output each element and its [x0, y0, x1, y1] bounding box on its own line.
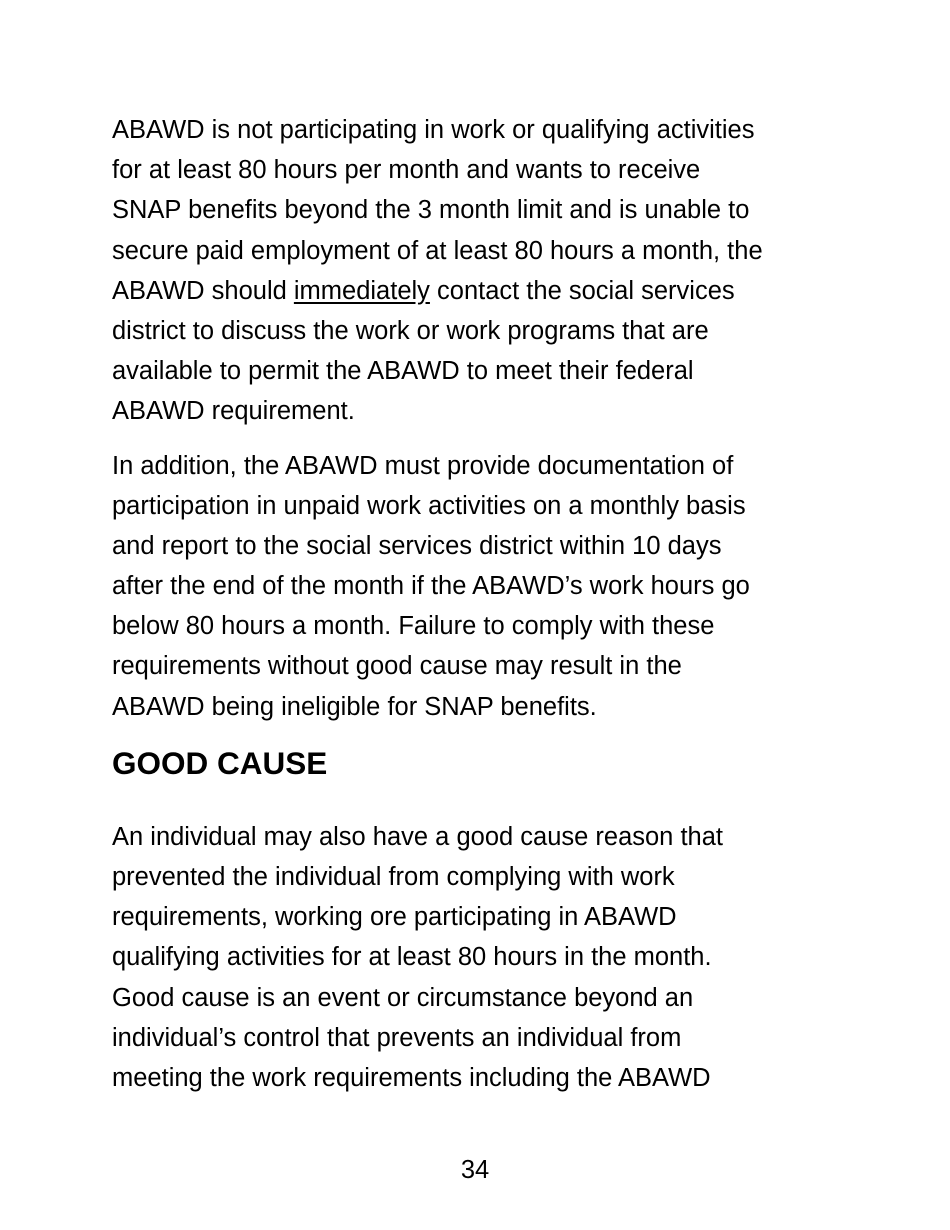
text-line: ABAWD is not participating in work or qualifying activities — [112, 116, 755, 144]
text-line: requirements without good cause may result in the — [112, 652, 682, 681]
text-line: An individual may also have a good cause reason that — [112, 822, 723, 851]
text-line: In addition, the ABAWD must provide documentation of — [112, 451, 734, 480]
text-line: SNAP benefits beyond the 3 month limit and is unable to — [112, 196, 750, 225]
text-line: secure paid employment of at least 80 hours a month, the — [112, 236, 763, 265]
text-line: participation in unpaid work activities on a monthly basis — [112, 491, 746, 520]
text-line: available to permit the ABAWD to meet their federal — [112, 357, 694, 386]
text-line: prevented the individual from complying with work — [112, 863, 675, 891]
text-line: and report to the social services district within 10 days — [112, 531, 722, 560]
text-segment: ABAWD should — [112, 276, 294, 305]
text-line: district to discuss the work or work programs that are — [112, 316, 709, 345]
paragraph-abawd-contact — [112, 110, 842, 432]
page-number: 34 — [460, 1156, 490, 1184]
section-heading-good-cause: GOOD CAUSE — [112, 744, 328, 781]
paragraph-good-cause — [112, 817, 842, 1098]
text-line: below 80 hours a month. Failure to comply with these — [112, 612, 715, 641]
paragraph-documentation — [112, 446, 842, 727]
text-line: requirements, working ore participating in ABAWD — [112, 903, 677, 932]
text-line: Good cause is an event or circumstance beyond an — [112, 983, 694, 1012]
text-line: individual’s control that prevents an individual from — [112, 1023, 682, 1052]
text-line — [112, 271, 842, 311]
text-line: ABAWD requirement. — [112, 397, 355, 426]
text-line: ABAWD being ineligible for SNAP benefits. — [112, 692, 597, 721]
text-line: meeting the work requirements including the ABAWD — [112, 1063, 711, 1092]
underlined-emphasis: immediately — [293, 276, 430, 305]
text-line: for at least 80 hours per month and wants to receive — [112, 156, 701, 185]
document-page — [112, 110, 842, 1098]
text-segment: contact the social services — [429, 276, 735, 305]
text-line: qualifying activities for at least 80 hours in the month. — [112, 943, 712, 972]
text-line: after the end of the month if the ABAWD’s work hours go — [112, 572, 750, 601]
